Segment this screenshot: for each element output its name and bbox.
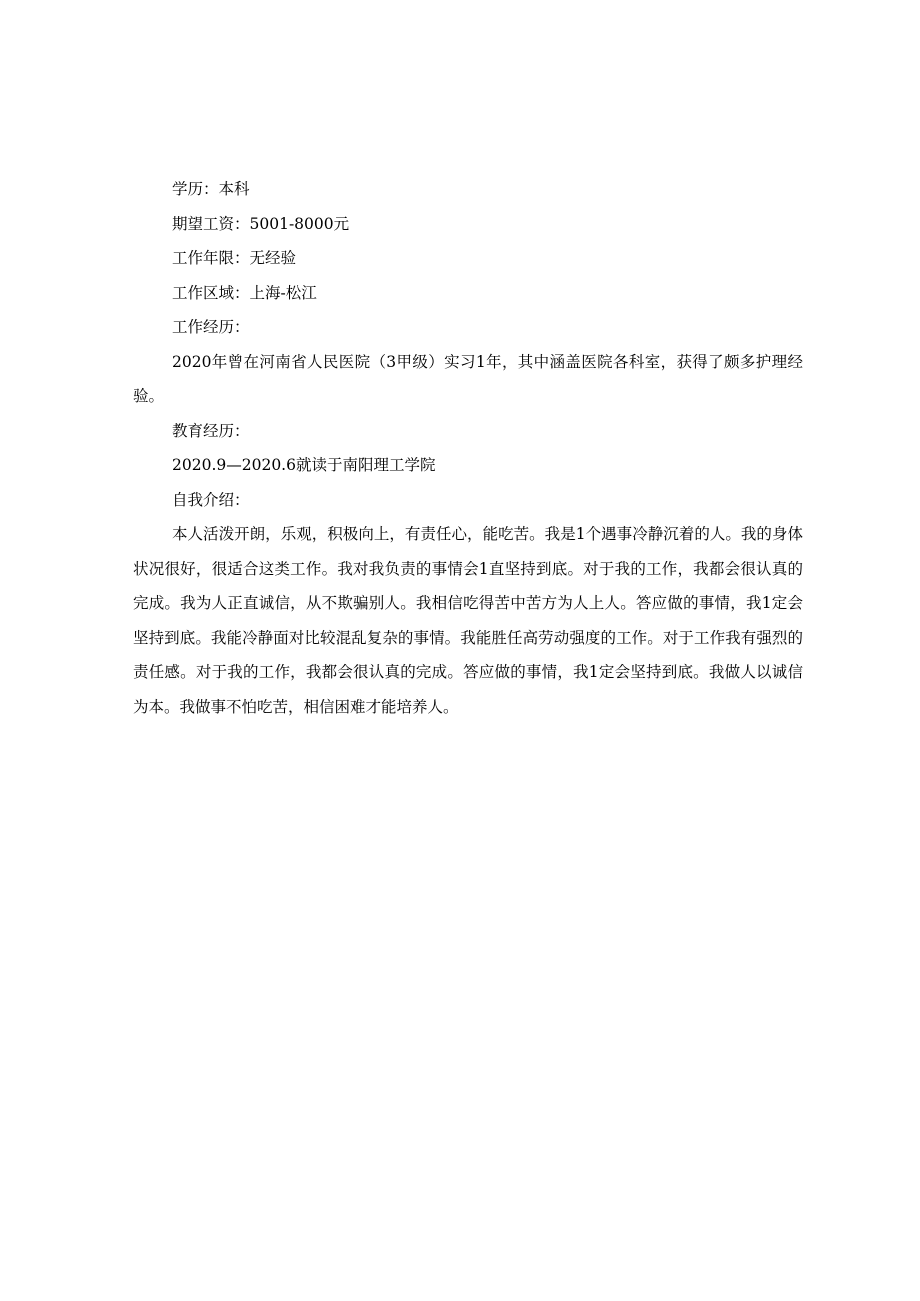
education-text: 2020.9—2020.6就读于南阳理工学院 — [172, 456, 436, 474]
expected-salary: 期望工资：5001-8000元 — [172, 214, 350, 233]
resume-content — [133, 172, 803, 724]
education-level: 学历：本科 — [172, 180, 250, 198]
work-experience-text: 2020年曾在河南省人民医院（3甲级）实习1年，其中涵盖医院各科室，获得了颇多护理经验。 — [133, 352, 803, 405]
work-experience-heading: 工作经历： — [172, 318, 250, 336]
self-intro-text: 本人活泼开朗，乐观，积极向上，有责任心，能吃苦。我是1个遇事冷静沉着的人。我的身体状况很好，很适合这类工作。我对我负责的事情会1直坚持到底。对于我的工作，我都会很认真的完成。我为人正直诚信，从不欺骗别人。我相信吃得苦中苦方为人上人。答应做的事情，我1定会坚持到底。我能冷静面对比较混乱复杂的事情。我能胜任高劳动强度的工作。对于工作我有强烈的责任感。对于我的工作，我都会很认真的完成。答应做的事情，我1定会坚持到底。我做人以诚信为本。我做事不怕吃苦，相信困难才能培养人。 — [133, 525, 803, 716]
education-heading: 教育经历： — [172, 421, 250, 440]
work-years: 工作年限：无经验 — [172, 249, 297, 267]
self-intro-heading: 自我介绍： — [172, 490, 250, 509]
work-area: 工作区域：上海-松江 — [172, 283, 317, 302]
